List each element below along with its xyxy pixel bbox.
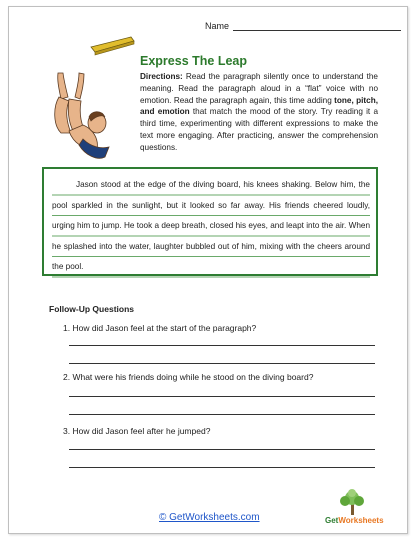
diving-board-icon — [91, 37, 134, 55]
name-label: Name — [205, 21, 230, 31]
reading-passage: Jason stood at the edge of the diving board, his knees shaking. Below him, the pool sparkled in the sunlight, but it looked so far away. His friends cheered loudly, urging him to jump. He took a deep breath, closed his eyes, and leapt into the air. When he splashed into the water, laughter bubbled out of him, mixing with the cheers around the pool. — [52, 175, 370, 278]
answer-line-2b[interactable] — [69, 414, 375, 415]
answer-line-3b[interactable] — [69, 467, 375, 468]
directions-text — [140, 71, 378, 154]
directions-bold-phrase: tone, pitch, and emotion — [140, 95, 378, 117]
follow-up-heading: Follow-Up Questions — [49, 304, 134, 314]
tree-logo-icon — [321, 489, 397, 517]
answer-line-1a[interactable] — [69, 345, 375, 346]
diver-figure-icon — [55, 73, 109, 158]
getworksheets-link[interactable]: © GetWorksheets.com — [159, 512, 260, 523]
reading-passage-box — [42, 167, 378, 276]
question-2: 2. What were his friends doing while he stood on the diving board? — [63, 372, 314, 382]
question-1: 1. How did Jason feel at the start of the paragraph? — [63, 323, 257, 333]
answer-line-2a[interactable] — [69, 396, 375, 397]
name-input-line[interactable] — [233, 21, 401, 31]
directions-part2: that match the mood of the story. Try reading it a third time, experimenting with different expressions to make the text more engaging. After practicing, answer the comprehension questions. — [140, 107, 378, 152]
logo-wordmark: GetWorksheets — [325, 516, 384, 525]
directions-part1: Read the paragraph silently once to understand the meaning. Read the paragraph aloud in a “flat” voice with no emotion. Read the paragraph again, this time adding — [140, 72, 378, 105]
answer-line-3a[interactable] — [69, 449, 375, 450]
worksheet-page — [8, 6, 408, 534]
worksheet-title: Express The Leap — [140, 54, 247, 68]
directions-label: Directions: — [140, 72, 183, 81]
getworksheets-logo — [321, 489, 397, 531]
name-field-row — [205, 21, 401, 31]
question-3: 3. How did Jason feel after he jumped? — [63, 426, 211, 436]
diver-illustration — [39, 33, 139, 165]
answer-line-1b[interactable] — [69, 363, 375, 364]
